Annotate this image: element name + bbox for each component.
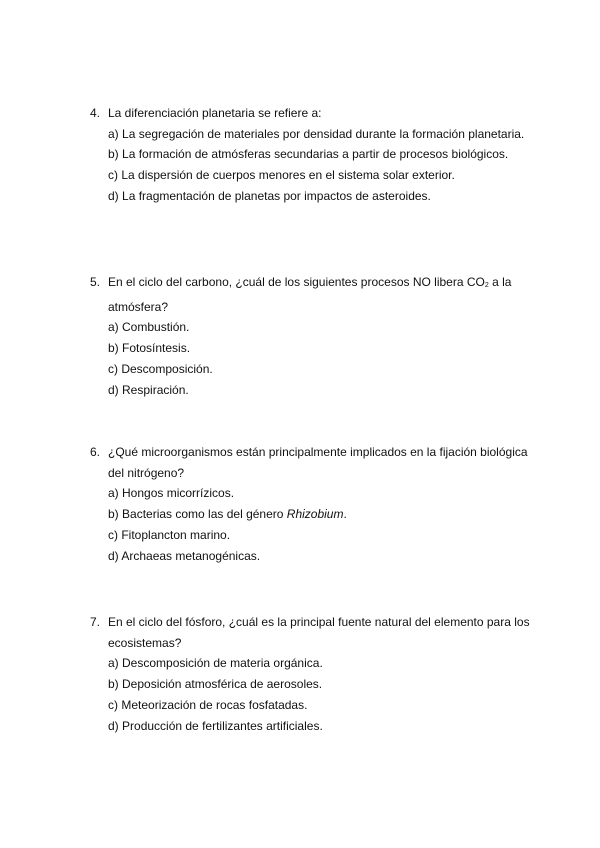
question-4	[90, 103, 530, 207]
option-text: La fragmentación de planetas por impactos de asteroides.	[122, 188, 431, 203]
option-text: Deposición atmosférica de aerosoles.	[122, 677, 323, 692]
question-6	[90, 442, 530, 566]
question-text: La diferenciación planetaria se refiere a:	[108, 106, 322, 120]
option-letter: a)	[108, 656, 119, 671]
option-b	[108, 338, 530, 359]
option-text: Descomposición de materia orgánica.	[122, 656, 323, 671]
question-text-part: a la atmósfera?	[108, 275, 512, 314]
genus-name: Rhizobium	[286, 507, 344, 522]
option-letter: c)	[108, 168, 118, 183]
option-text: Hongos micorrízicos.	[122, 486, 235, 501]
option-a	[108, 317, 530, 338]
option-letter: a)	[108, 126, 119, 141]
option-c	[108, 165, 530, 186]
option-letter: a)	[108, 320, 119, 335]
option-letter: c)	[108, 697, 118, 712]
option-text: Fitoplancton marino.	[121, 527, 231, 542]
question-text	[108, 272, 530, 317]
option-text	[122, 507, 347, 521]
option-c	[108, 359, 530, 380]
option-c	[108, 695, 530, 716]
question-text: ¿Qué microorganismos están principalmente implicados en la fijación biológica del nitrógeno?	[108, 445, 528, 480]
option-letter: b)	[108, 341, 119, 356]
option-letter: c)	[108, 361, 118, 376]
option-text-part: Bacterias como las del género	[122, 507, 287, 522]
question-number: 7.	[90, 615, 101, 629]
question-7	[90, 612, 530, 736]
options-list	[108, 317, 530, 400]
option-letter: d)	[108, 548, 119, 563]
option-text: Respiración.	[122, 382, 189, 397]
option-d	[108, 716, 530, 737]
question-number: 6.	[90, 445, 101, 459]
option-text: Producción de fertilizantes artificiales.	[122, 718, 323, 733]
option-letter: d)	[108, 382, 119, 397]
option-text: La formación de atmósferas secundarias a partir de procesos biológicos.	[122, 147, 509, 162]
option-letter: b)	[108, 147, 119, 162]
options-list	[108, 483, 530, 566]
option-d	[108, 380, 530, 401]
option-a	[108, 483, 530, 504]
option-text: Combustión.	[122, 320, 190, 335]
option-d	[108, 546, 530, 567]
option-text: Descomposición.	[121, 361, 213, 376]
option-text: La segregación de materiales por densidad durante la formación planetaria.	[122, 126, 525, 141]
option-text: La dispersión de cuerpos menores en el sistema solar exterior.	[121, 168, 455, 183]
question-number: 4.	[90, 106, 101, 120]
question-text-part: En el ciclo del carbono, ¿cuál de los siguientes procesos NO libera CO	[108, 275, 485, 289]
option-b	[108, 674, 530, 695]
option-letter: d)	[108, 718, 119, 733]
option-text-part: .	[343, 507, 347, 522]
co2-subscript: 2	[484, 282, 489, 289]
option-a	[108, 124, 530, 145]
option-d	[108, 186, 530, 207]
question-5	[90, 272, 530, 400]
option-text: Fotosíntesis.	[122, 341, 191, 356]
option-b	[108, 144, 530, 165]
option-a	[108, 653, 530, 674]
option-letter: c)	[108, 527, 118, 542]
option-letter: a)	[108, 486, 119, 501]
option-text: Meteorización de rocas fosfatadas.	[121, 697, 308, 712]
options-list	[108, 653, 530, 736]
question-number: 5.	[90, 275, 101, 289]
option-letter: b)	[108, 507, 119, 522]
question-text: En el ciclo del fósforo, ¿cuál es la principal fuente natural del elemento para los ecosistemas?	[108, 615, 530, 650]
option-text: Archaeas metanogénicas.	[121, 548, 261, 563]
option-letter: d)	[108, 188, 119, 203]
option-c	[108, 525, 530, 546]
option-b	[108, 504, 530, 525]
options-list	[108, 124, 530, 207]
option-letter: b)	[108, 677, 119, 692]
